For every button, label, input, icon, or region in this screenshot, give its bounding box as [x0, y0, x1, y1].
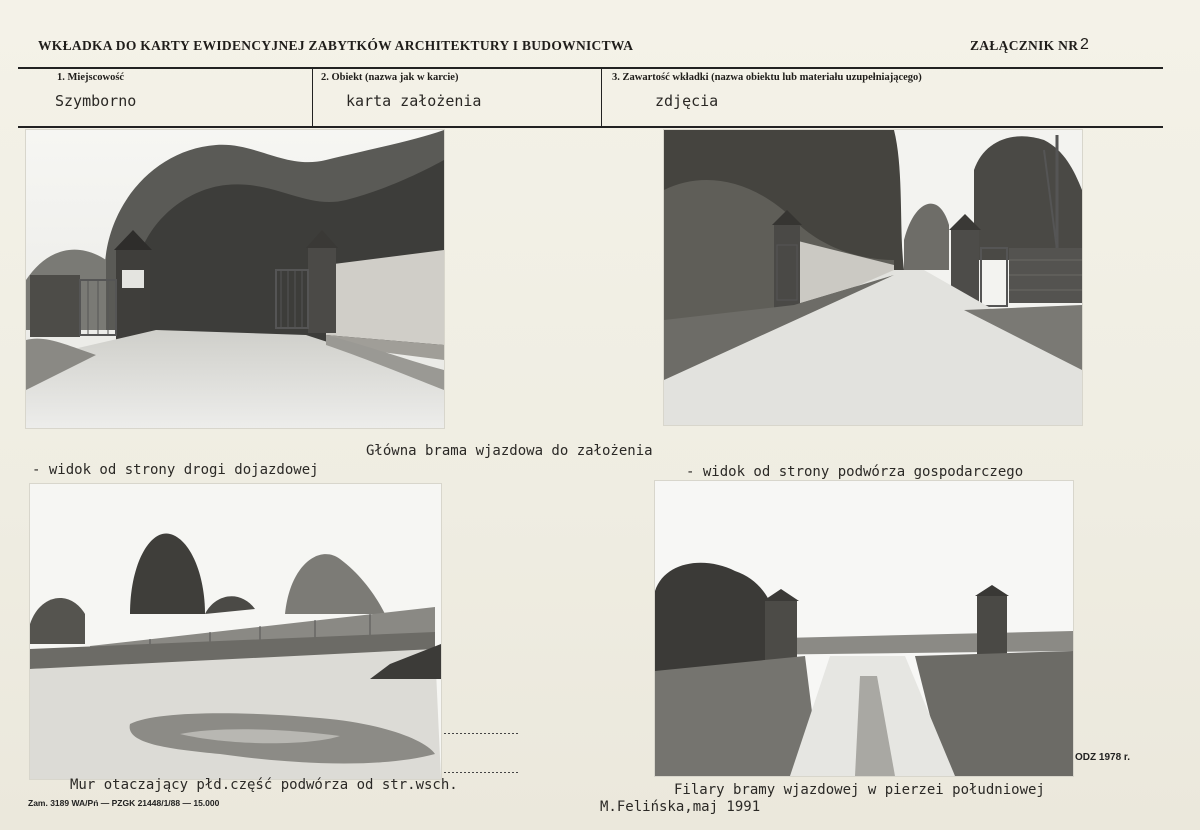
dotted-line [444, 733, 518, 734]
caption-main: Główna brama wjazdowa do założenia [366, 443, 653, 459]
dotted-line-2 [444, 772, 518, 773]
photo-south-wall-image [30, 484, 441, 779]
photo-gate-from-road [26, 130, 444, 428]
caption-left: - widok od strony drogi dojazdowej [32, 462, 319, 478]
field-label-object: 2. Obiekt (nazwa jak w karcie) [321, 72, 459, 83]
column-divider-1 [312, 68, 313, 126]
print-info: Zam. 3189 WA/Pń — PZGK 21448/1/88 — 15.000 [28, 798, 220, 808]
caption-bottom-right: Filary bramy wjazdowej w pierzei południowej [674, 782, 1045, 798]
photo-gate-from-yard-image [664, 130, 1082, 425]
photo-gate-from-yard [664, 130, 1082, 425]
top-rule [18, 67, 1163, 69]
caption-right: - widok od strony podwórza gospodarczego [686, 464, 1024, 480]
column-divider-2 [601, 68, 602, 126]
photo-gate-from-road-image [26, 130, 444, 428]
field-value-locality: Szymborno [55, 92, 137, 110]
photo-gate-pillars-image [655, 481, 1073, 776]
caption-author: M.Felińska,maj 1991 [600, 799, 761, 815]
card-title: WKŁADKA DO KARTY EWIDENCYJNEJ ZABYTKÓW ARCHITEKTURY I BUDOWNICTWA [38, 38, 634, 53]
caption-bottom-left: Mur otaczający płd.część podwórza od str.wsch. [70, 777, 458, 793]
photo-south-wall [30, 484, 441, 779]
annex-label: ZAŁĄCZNIK NR [970, 38, 1079, 53]
photo-gate-pillars [655, 481, 1073, 776]
annex-number: 2 [1080, 36, 1089, 53]
odz-label: ODZ 1978 r. [1075, 752, 1131, 763]
field-label-contents: 3. Zawartość wkładki (nazwa obiektu lub materiału uzupełniającego) [612, 72, 922, 83]
field-value-contents: zdjęcia [655, 92, 719, 110]
field-value-object: karta założenia [346, 92, 482, 110]
bottom-rule [18, 126, 1163, 128]
field-label-locality: 1. Miejscowość [57, 72, 125, 83]
